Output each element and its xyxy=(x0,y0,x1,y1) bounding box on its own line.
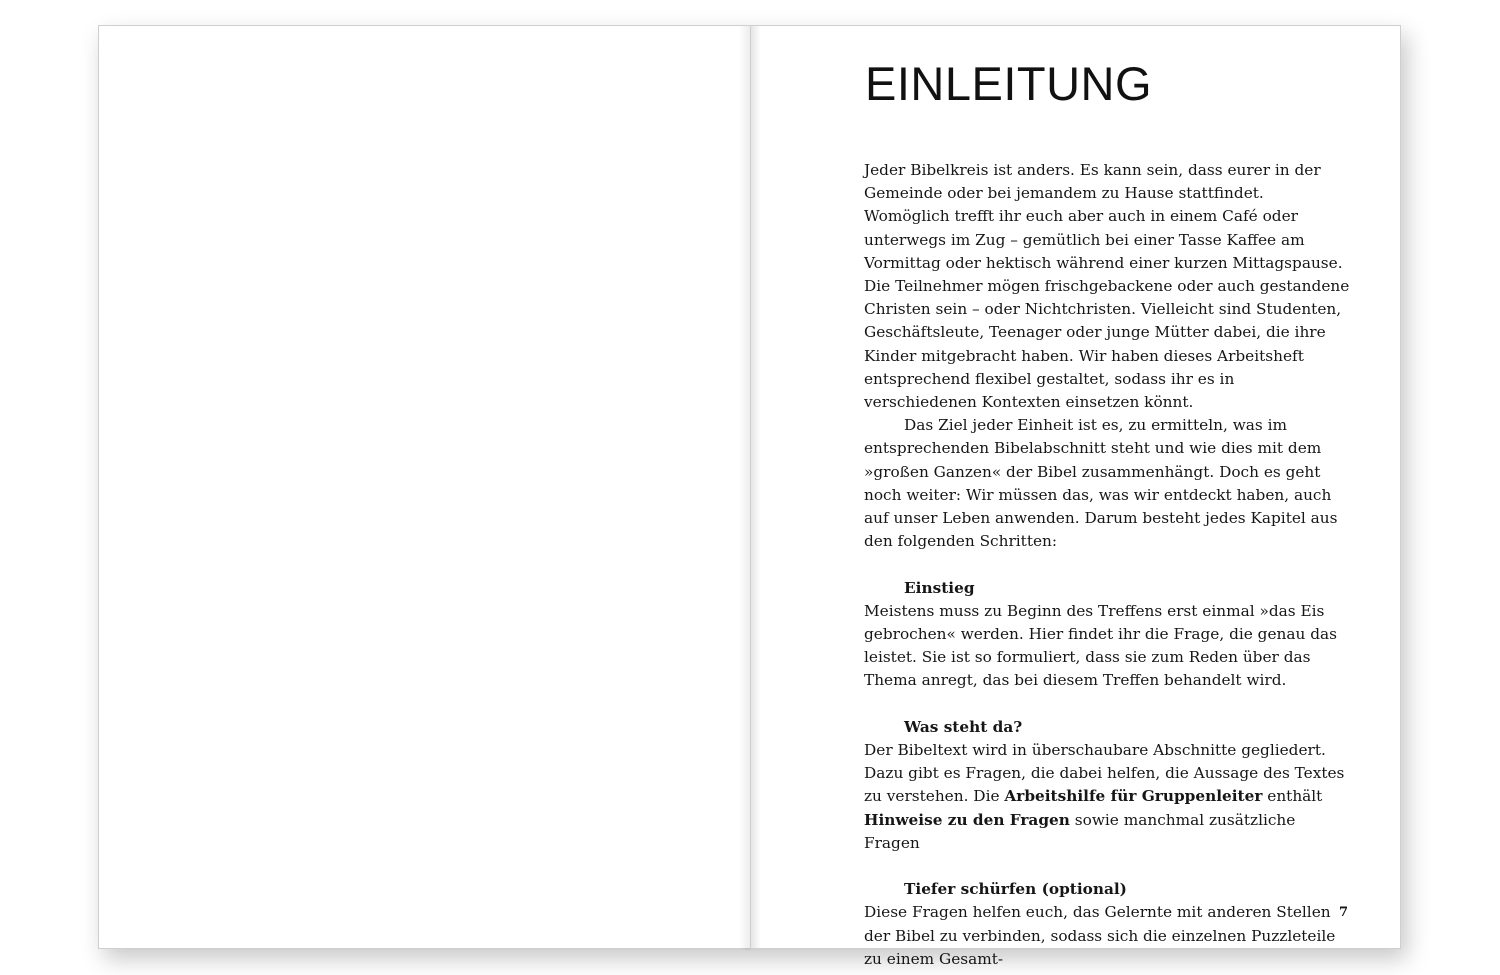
section-text-einstieg: Meistens muss zu Beginn des Treffens erst einmal »das Eis gebrochen« werden. Hier findet ihr die Frage, die genau das leistet. Sie ist so formuliert, dass sie zum Reden über das Thema anregt, das bei diesem Treffen behandelt wird. xyxy=(864,601,1337,690)
bold-text-arbeitshilfe: Arbeitshilfe für Gruppenleiter xyxy=(1004,787,1263,806)
section-text-was-steht-da xyxy=(864,739,1350,855)
spacer xyxy=(864,855,1350,878)
gutter-shadow-right xyxy=(751,26,761,948)
text-run: Der Bibeltext wird in überschaubare Abschnitte gegliedert. Dazu gibt es Fragen, die dabei helfen, die Aussage des Textes zu verstehen. Die xyxy=(864,741,1345,806)
left-page-blank xyxy=(98,25,750,949)
body-text xyxy=(864,159,1350,971)
spacer xyxy=(864,553,1350,576)
right-page xyxy=(750,25,1401,968)
text-run: enthält xyxy=(1262,787,1323,806)
bold-text-hinweise: Hinweise zu den Fragen xyxy=(864,810,1070,829)
text-run: sowie manchmal zusätzliche Fragen xyxy=(864,810,1296,852)
paragraph-intro: Jeder Bibelkreis ist anders. Es kann sein, dass eurer in der Gemeinde oder bei jemandem zu Hause stattfindet. Womöglich trefft ihr euch aber auch in einem Café oder unterwegs im Zug – gemütlich bei einer Tasse Kaffee am Vormittag oder hektisch während einer kurzen Mittagspause. Die Teilnehmer mögen frischgebackene oder auch gestandene Christen sein – oder Nichtchristen. Vielleicht sind Studenten, Geschäftsleute, Teenager oder junge Mütter dabei, die ihre Kinder mitgebracht haben. Wir haben dieses Arbeitsheft entsprechend flexibel gestaltet, sodass ihr es in verschiedenen Kontexten einsetzen könnt. xyxy=(864,161,1350,412)
section-heading-tiefer-schuerfen xyxy=(864,878,1350,901)
book-spread xyxy=(98,25,1401,968)
paragraph-goal: Das Ziel jeder Einheit ist es, zu ermitteln, was im entsprechenden Bibelabschnitt steht und wie dies mit dem »großen Ganzen« der Bibel zusammenhängt. Doch es geht noch weiter: Wir müssen das, was wir entdeckt haben, auch auf unser Leben anwenden. Darum besteht jedes Kapitel aus den folgenden Schritten: xyxy=(864,416,1338,551)
section-heading-was-steht-da: Was steht da? xyxy=(904,717,1023,736)
chapter-title: EINLEITUNG xyxy=(865,57,1153,110)
heading-main: Tiefer schürfen xyxy=(904,880,1037,899)
page-number: 7 xyxy=(1338,905,1348,920)
section-heading-einstieg: Einstieg xyxy=(904,578,975,597)
heading-optional: (optional) xyxy=(1036,880,1127,899)
section-text-tiefer-schuerfen: Diese Fragen helfen euch, das Gelernte mit anderen Stellen der Bibel zu verbinden, sodass sich die einzelnen Puzzleteile zu einem Gesamt- xyxy=(864,903,1336,968)
spacer xyxy=(864,693,1350,716)
